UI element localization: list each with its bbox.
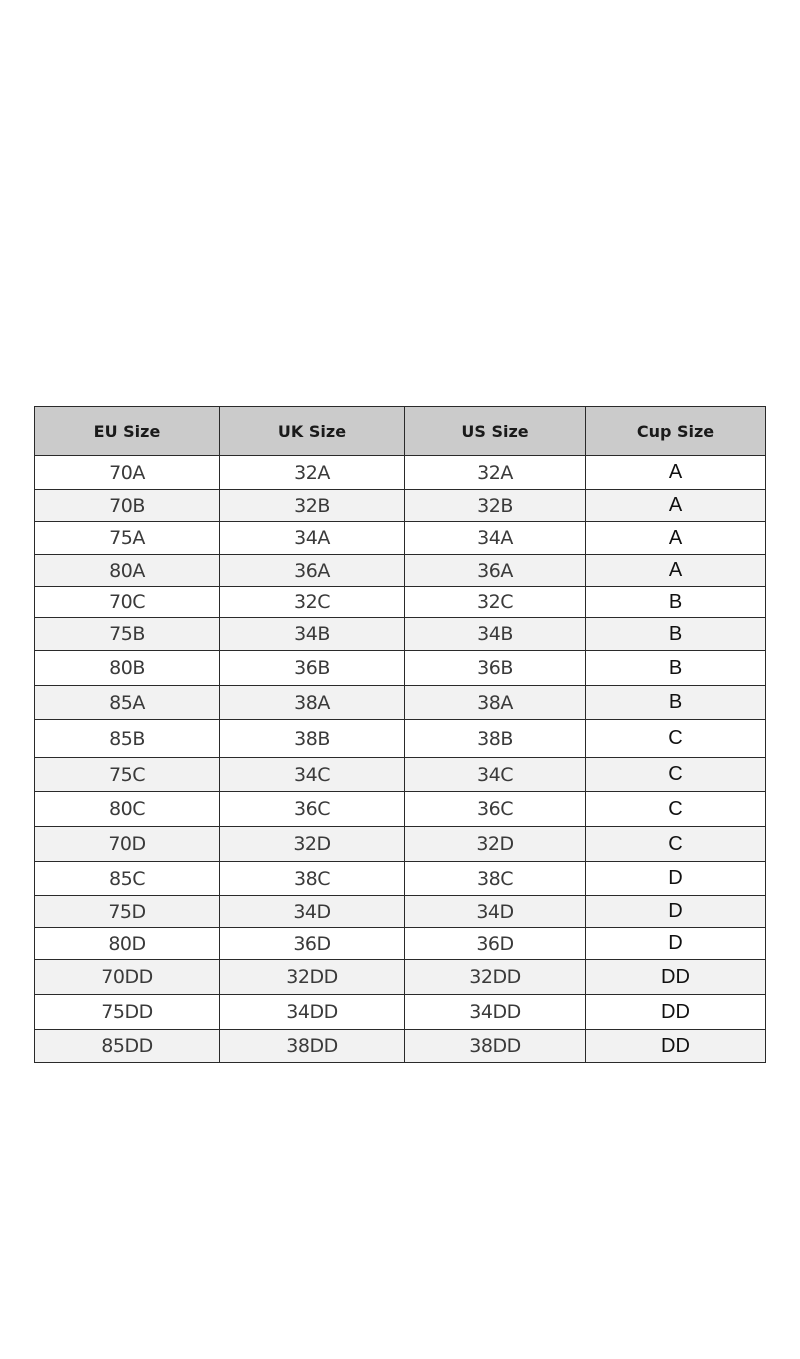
uk-size-cell: 36D: [220, 928, 405, 960]
table-row: [35, 1030, 766, 1063]
us-size-cell: 34D: [405, 896, 586, 928]
table-row: [35, 928, 766, 960]
table-row: [35, 587, 766, 618]
us-size-cell: 36D: [405, 928, 586, 960]
eu-size-cell: 85A: [35, 686, 220, 720]
size-chart-table: [34, 406, 766, 1063]
eu-size-cell: 85B: [35, 720, 220, 758]
cup-size-cell: C: [586, 758, 766, 792]
table-row: [35, 792, 766, 827]
us-size-cell: 34B: [405, 618, 586, 651]
eu-size-cell: 75B: [35, 618, 220, 651]
cup-size-cell: C: [586, 827, 766, 862]
us-size-cell: 32B: [405, 490, 586, 522]
table-row: [35, 758, 766, 792]
us-size-cell: 36C: [405, 792, 586, 827]
cup-size-cell: A: [586, 522, 766, 555]
eu-size-cell: 80B: [35, 651, 220, 686]
cup-size-cell: B: [586, 618, 766, 651]
cup-size-cell: B: [586, 651, 766, 686]
uk-size-cell: 34A: [220, 522, 405, 555]
us-size-cell: 36A: [405, 555, 586, 587]
eu-size-cell: 80D: [35, 928, 220, 960]
cup-size-cell: A: [586, 490, 766, 522]
uk-size-cell: 36B: [220, 651, 405, 686]
table-row: [35, 896, 766, 928]
uk-size-cell: 38C: [220, 862, 405, 896]
table-row: [35, 995, 766, 1030]
eu-size-cell: 70B: [35, 490, 220, 522]
us-size-cell: 32DD: [405, 960, 586, 995]
us-size-cell: 34C: [405, 758, 586, 792]
header-uk-size: UK Size: [220, 407, 405, 456]
us-size-cell: 38DD: [405, 1030, 586, 1063]
eu-size-cell: 70A: [35, 456, 220, 490]
cup-size-cell: B: [586, 587, 766, 618]
us-size-cell: 36B: [405, 651, 586, 686]
cup-size-cell: A: [586, 456, 766, 490]
eu-size-cell: 75C: [35, 758, 220, 792]
eu-size-cell: 70C: [35, 587, 220, 618]
us-size-cell: 32A: [405, 456, 586, 490]
us-size-cell: 38A: [405, 686, 586, 720]
uk-size-cell: 36C: [220, 792, 405, 827]
cup-size-cell: D: [586, 896, 766, 928]
eu-size-cell: 70DD: [35, 960, 220, 995]
header-eu-size: EU Size: [35, 407, 220, 456]
cup-size-cell: C: [586, 720, 766, 758]
eu-size-cell: 70D: [35, 827, 220, 862]
uk-size-cell: 32C: [220, 587, 405, 618]
uk-size-cell: 38A: [220, 686, 405, 720]
uk-size-cell: 32D: [220, 827, 405, 862]
table-row: [35, 651, 766, 686]
table-row: [35, 862, 766, 896]
eu-size-cell: 80A: [35, 555, 220, 587]
table-row: [35, 618, 766, 651]
header-row: [35, 407, 766, 456]
uk-size-cell: 32B: [220, 490, 405, 522]
table-row: [35, 720, 766, 758]
uk-size-cell: 32DD: [220, 960, 405, 995]
table-header: [35, 407, 766, 456]
cup-size-cell: A: [586, 555, 766, 587]
table-row: [35, 960, 766, 995]
uk-size-cell: 34C: [220, 758, 405, 792]
us-size-cell: 38B: [405, 720, 586, 758]
eu-size-cell: 80C: [35, 792, 220, 827]
cup-size-cell: B: [586, 686, 766, 720]
uk-size-cell: 32A: [220, 456, 405, 490]
header-cup-size: Cup Size: [586, 407, 766, 456]
uk-size-cell: 38DD: [220, 1030, 405, 1063]
cup-size-cell: DD: [586, 1030, 766, 1063]
table-row: [35, 456, 766, 490]
us-size-cell: 34DD: [405, 995, 586, 1030]
table-row: [35, 686, 766, 720]
uk-size-cell: 34DD: [220, 995, 405, 1030]
table-row: [35, 555, 766, 587]
uk-size-cell: 36A: [220, 555, 405, 587]
table-row: [35, 490, 766, 522]
us-size-cell: 32D: [405, 827, 586, 862]
cup-size-cell: DD: [586, 995, 766, 1030]
uk-size-cell: 38B: [220, 720, 405, 758]
eu-size-cell: 85DD: [35, 1030, 220, 1063]
table-row: [35, 827, 766, 862]
eu-size-cell: 75D: [35, 896, 220, 928]
us-size-cell: 34A: [405, 522, 586, 555]
table-row: [35, 522, 766, 555]
cup-size-cell: D: [586, 862, 766, 896]
eu-size-cell: 75DD: [35, 995, 220, 1030]
header-us-size: US Size: [405, 407, 586, 456]
cup-size-cell: D: [586, 928, 766, 960]
cup-size-cell: DD: [586, 960, 766, 995]
table-body: [35, 456, 766, 1063]
uk-size-cell: 34B: [220, 618, 405, 651]
eu-size-cell: 85C: [35, 862, 220, 896]
eu-size-cell: 75A: [35, 522, 220, 555]
uk-size-cell: 34D: [220, 896, 405, 928]
us-size-cell: 38C: [405, 862, 586, 896]
cup-size-cell: C: [586, 792, 766, 827]
us-size-cell: 32C: [405, 587, 586, 618]
